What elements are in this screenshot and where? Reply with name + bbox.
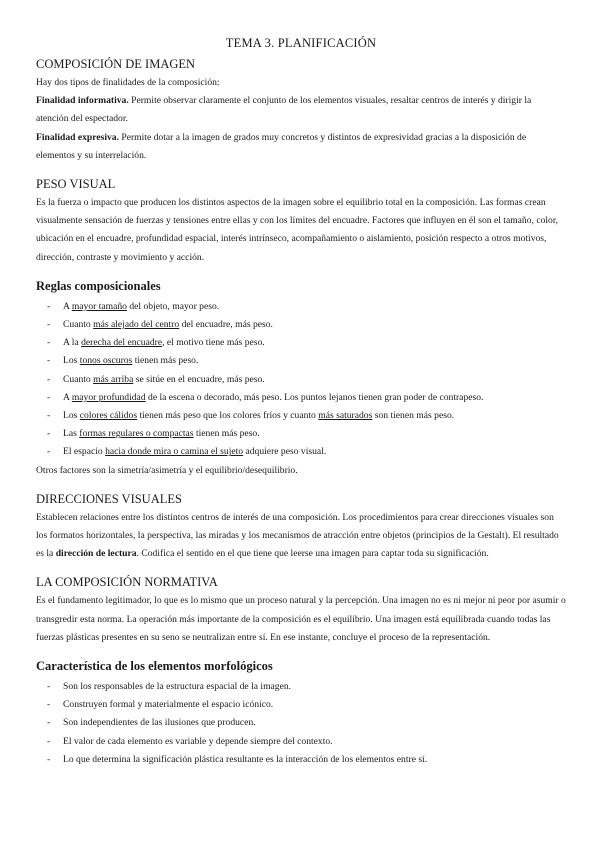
list-item: - Son independientes de las ilusiones que producen. [47,714,566,732]
list-item: - Son los responsables de la estructura espacial de la imagen. [47,678,566,696]
reglas-list [36,298,566,462]
list-item: - Cuanto más alejado del centro del encuadre, más peso. [47,316,566,334]
list-item: - Los colores cálidos tienen más peso que los colores fríos y cuanto más saturados son tienen más peso. [47,407,566,425]
direcciones-paragraph: Establecen relaciones entre los distintos centros de interés de una composición. Los procedimientos para crear direcciones visuales son los formatos horizontales, la perspectiva, las miradas y los mecanismos de atracción entre objetos (principios de la Gestalt). El resultado es la dirección de lectura. Codifica el sentido en el que tiene que leerse una imagen para captar toda su significación. [36,511,559,560]
section-heading-caracteristica: Característica de los elementos morfológicos [36,659,273,674]
section-heading-reglas: Reglas composicionales [36,278,161,293]
list-item: - Lo que determina la significación plástica resultante es la interacción de los elementos entre sí. [47,751,566,769]
list-item: - Cuanto más arriba se sitúe en el encuadre, más peso. [47,371,566,389]
finalidad-informativa-label: Finalidad informativa. [36,95,129,107]
finalidad-informativa-paragraph [36,92,566,128]
section-heading-composicion: COMPOSICIÓN DE IMAGEN [36,57,196,71]
caracteristica-list [36,678,566,769]
finalidad-expresiva-text: Permite dotar a la imagen de grados muy concretos y distintos de expresividad gracias a la disposición de elementos y su interrelación. [36,131,527,161]
finalidad-informativa-text: Permite observar claramente el conjunto de los elementos visuales, resaltar centros de interés y dirigir la atención del espectador. [36,95,532,125]
section-heading-direcciones: DIRECCIONES VISUALES [36,491,182,506]
direccion-lectura-term: dirección de lectura [55,548,137,560]
list-item: - Los tonos oscuros tienen más peso. [47,352,566,370]
finalidad-expresiva-paragraph [36,129,566,165]
reglas-footer: Otros factores son la simetría/asimetría y el equilibrio/desequilibrio. [36,464,298,476]
document-page [36,36,566,769]
list-item: - A la derecha del encuadre, el motivo tiene más peso. [47,334,566,352]
finalidad-expresiva-label: Finalidad expresiva. [36,131,119,143]
peso-paragraph: Es la fuerza o impacto que producen los distintos aspectos de la imagen sobre el equilibrio total en la composición. Las formas crean visualmente sensación de fuerzas y tensiones entre ellas y con los límites del encuadre. Factores que influyen en él son el tamaño, color, ubicación en el encuadre, profundidad espacial, interés intrínseco, acompañamiento o aislamiento, posición respecto a otros motivos, dirección, contraste y movimiento y acción. [36,197,559,263]
section-heading-peso: PESO VISUAL [36,177,116,192]
list-item: - A mayor tamaño del objeto, mayor peso. [47,298,566,316]
list-item: - Las formas regulares o compactas tienen más peso. [47,425,566,443]
page-title: TEMA 3. PLANIFICACIÓN [225,36,377,50]
composicion-intro: Hay dos tipos de finalidades de la composición: [36,77,220,88]
list-item: - Construyen formal y materialmente el espacio icónico. [47,696,566,714]
list-item: - El espacio hacia donde mira o camina el sujeto adquiere peso visual. [47,443,566,461]
list-item: - A mayor profundidad de la escena o decorado, más peso. Los puntos lejanos tienen gran poder de contrapeso. [47,389,566,407]
normativa-paragraph: Es el fundamento legitimador, lo que es lo mismo que un proceso natural y la percepción. Una imagen no es ni mejor ni peor por asumir o transgredir esta norma. La operación más importante de la composición es el equilibrio. Una imagen está equilibrada cuando todas las fuerzas plásticas presentes en su seno se neutralizan entre sí. En ese instante, concluye el proceso de la representación. [36,595,566,643]
section-heading-normativa: LA COMPOSICIÓN NORMATIVA [36,575,218,590]
list-item: - El valor de cada elemento es variable y depende siempre del contexto. [47,733,566,751]
